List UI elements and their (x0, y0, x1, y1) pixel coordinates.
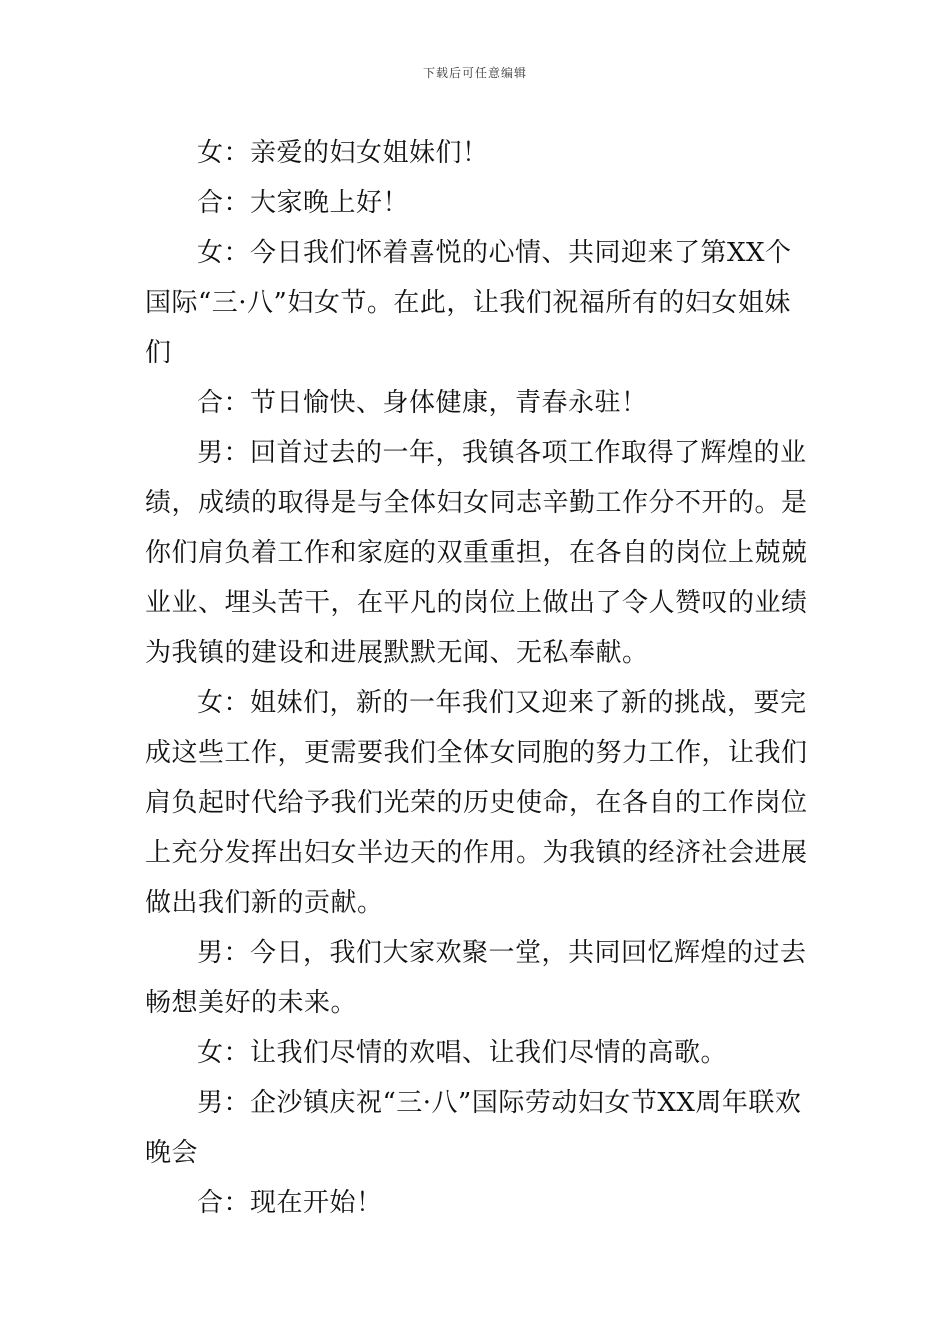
paragraph: 男：回首过去的一年，我镇各项工作取得了辉煌的业绩，成绩的取得是与全体妇女同志辛勤工作分不开的。是你们肩负着工作和家庭的双重重担，在各自的岗位上兢兢业业、埋头苦干，在平凡的岗位上做出了令人赞叹的业绩为我镇的建设和进展默默无闻、无私奉献。 (145, 438, 808, 668)
paragraph: 女：姐妹们，新的一年我们又迎来了新的挑战，要完成这些工作，更需要我们全体女同胞的努力工作，让我们肩负起时代给予我们光荣的历史使命，在各自的工作岗位上充分发挥出妇女半边天的作用。为我镇的经济社会进展做出我们新的贡献。 (145, 688, 808, 918)
paragraph: 女：让我们尽情的欢唱、让我们尽情的高歌。 (197, 1038, 728, 1068)
paragraph: 男：企沙镇庆祝“三·八”国际劳动妇女节XX周年联欢晚会 (145, 1088, 802, 1168)
document-body (145, 128, 813, 1228)
paragraph: 男：今日，我们大家欢聚一堂，共同回忆辉煌的过去畅想美好的未来。 (145, 938, 807, 1018)
paragraph: 合：节日愉快、身体健康，青春永驻！ (197, 388, 648, 418)
paragraph: 女：亲爱的妇女姐妹们！ (197, 138, 489, 168)
page-header: 下载后可任意编辑 (422, 66, 527, 80)
paragraph: 合：大家晚上好！ (197, 188, 410, 218)
paragraph: 女：今日我们怀着喜悦的心情、共同迎来了第XX个国际“三·八”妇女节。在此，让我们祝福所有的妇女姐妹们 (145, 238, 792, 368)
paragraph: 合：现在开始！ (197, 1188, 383, 1218)
